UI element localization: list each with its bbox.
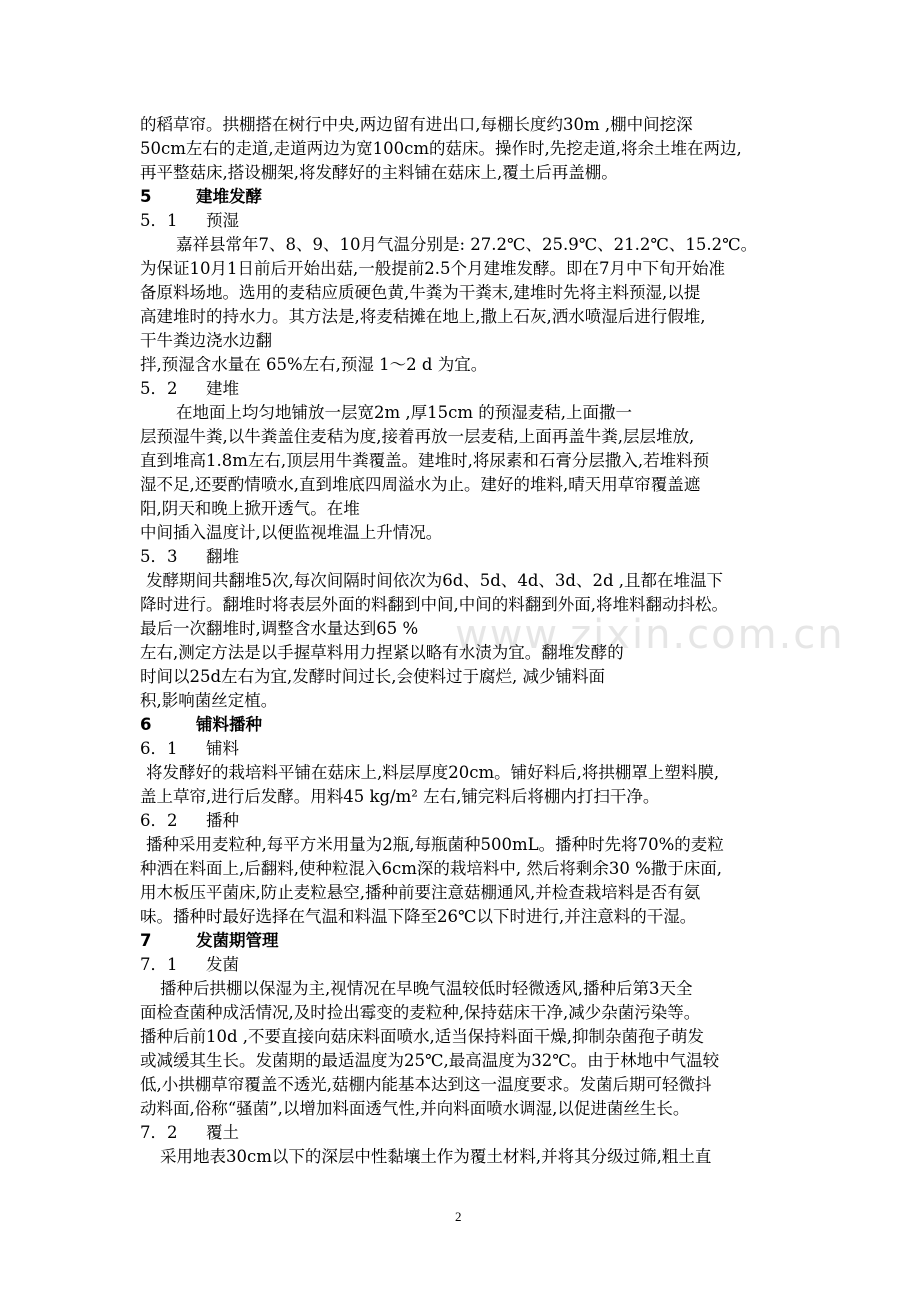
subsection-heading xyxy=(140,1122,239,1144)
paragraph-line: 用木板压平菌床,防止麦粒悬空,播种前要注意菇棚通风,并检查栽培料是否有氨 xyxy=(140,883,701,902)
section-number: 6 xyxy=(140,715,152,734)
paragraph-line: 或减缓其生长。发菌期的最适温度为25℃,最高温度为32℃。由于林地中气温较 xyxy=(140,1051,720,1070)
subsection-number: 7．2 xyxy=(140,1123,178,1142)
paragraph-line: 直到堆高1.8m左右,顶层用牛粪覆盖。建堆时,将尿素和石膏分层撒入,若堆料预 xyxy=(140,451,710,470)
subsection-title: 预湿 xyxy=(206,211,239,230)
subsection-heading xyxy=(140,210,239,232)
subsection-heading xyxy=(140,546,239,568)
paragraph-line: 高建堆时的持水力。其方法是,将麦秸摊在地上,撒上石灰,洒水喷湿后进行假堆, xyxy=(140,307,706,326)
subsection-heading xyxy=(140,954,239,976)
paragraph-line: 的稻草帘。拱棚搭在树行中央,两边留有进出口,每棚长度约30m ,棚中间挖深 xyxy=(140,115,693,134)
subsection-title: 翻堆 xyxy=(206,547,239,566)
subsection-number: 5．1 xyxy=(140,211,178,230)
subsection-number: 6．1 xyxy=(140,739,178,758)
paragraph-line: 降时进行。翻堆时将表层外面的料翻到中间,中间的料翻到外面,将堆料翻动抖松。 xyxy=(140,595,728,614)
paragraph-line: 中间插入温度计,以便监视堆温上升情况。 xyxy=(140,523,443,542)
section-number: 5 xyxy=(140,187,152,206)
paragraph-line: 播种后拱棚以保湿为主,视情况在早晚气温较低时轻微透风,播种后第3天全 xyxy=(160,979,693,998)
paragraph-line: 味。播种时最好选择在气温和料温下降至26℃以下时进行,并注意料的干湿。 xyxy=(140,907,697,926)
subsection-title: 覆土 xyxy=(206,1123,239,1142)
paragraph-line: 面检查菌种成活情况,及时捡出霉变的麦粒种,保持菇床干净,减少杂菌污染等。 xyxy=(140,1003,701,1022)
subsection-heading xyxy=(140,738,239,760)
paragraph-line: 播种采用麦粒种,每平方米用量为2瓶,每瓶菌种500mL。播种时先将70%的麦粒 xyxy=(146,835,724,854)
paragraph-line: 在地面上均匀地铺放一层宽2m ,厚15cm 的预湿麦秸,上面撒一 xyxy=(176,403,633,422)
paragraph-line: 播种后前10d ,不要直接向菇床料面喷水,适当保持料面干燥,抑制杂菌孢子萌发 xyxy=(140,1027,705,1046)
subsection-number: 5．3 xyxy=(140,547,178,566)
paragraph-line: 再平整菇床,搭设棚架,将发酵好的主料铺在菇床上,覆土后再盖棚。 xyxy=(140,163,618,182)
paragraph-line: 将发酵好的栽培料平铺在菇床上,料层厚度20cm。铺好料后,将拱棚罩上塑料膜, xyxy=(146,763,720,782)
paragraph-line: 左右,测定方法是以手握草料用力捏紧以略有水渍为宜。翻堆发酵的 xyxy=(140,643,624,662)
watermark: www.zixin.com.cn xyxy=(455,612,845,658)
paragraph-line: 时间以25d左右为宜,发酵时间过长,会使料过于腐烂, 减少铺料面 xyxy=(140,667,606,686)
subsection-number: 6．2 xyxy=(140,811,178,830)
subsection-number: 5．2 xyxy=(140,379,178,398)
subsection-title: 铺料 xyxy=(206,739,239,758)
paragraph-line: 嘉祥县常年7、8、9、10月气温分别是: 27.2℃、25.9℃、21.2℃、15.2℃。 xyxy=(176,235,758,254)
subsection-number: 7．1 xyxy=(140,955,178,974)
paragraph-line: 拌,预湿含水量在 65%左右,预湿 1～2 d 为宜。 xyxy=(140,355,488,374)
paragraph-line: 湿不足,还要酌情喷水,直到堆底四周溢水为止。建好的堆料,晴天用草帘覆盖遮 xyxy=(140,475,701,494)
subsection-heading xyxy=(140,378,239,400)
paragraph-line: 发酵期间共翻堆5次,每次间隔时间依次为6d、5d、4d、3d、2d ,且都在堆温下 xyxy=(146,571,724,590)
paragraph-line: 阳,阴天和晚上掀开透气。在堆 xyxy=(140,499,360,518)
section-heading xyxy=(140,714,262,736)
page-number: 2 xyxy=(455,1209,462,1224)
section-heading xyxy=(140,930,279,952)
paragraph-line: 最后一次翻堆时,调整含水量达到65 % xyxy=(140,619,419,638)
section-heading xyxy=(140,186,262,208)
paragraph-line: 备原料场地。选用的麦秸应质硬色黄,牛粪为干粪末,建堆时先将主料预湿,以提 xyxy=(140,283,701,302)
paragraph-line: 积,影响菌丝定植。 xyxy=(140,691,278,710)
paragraph-line: 采用地表30cm以下的深层中性黏壤土作为覆土材料,并将其分级过筛,粗土直 xyxy=(160,1147,712,1166)
paragraph-line: 干牛粪边浇水边翻 xyxy=(140,331,272,350)
subsection-title: 发菌 xyxy=(206,955,239,974)
paragraph-line: 层预湿牛粪,以牛粪盖住麦秸为度,接着再放一层麦秸,上面再盖牛粪,层层堆放, xyxy=(140,427,695,446)
paragraph-line: 种洒在料面上,后翻料,使种粒混入6cm深的栽培料中, 然后将剩余30 %撒于床面, xyxy=(140,859,723,878)
subsection-title: 播种 xyxy=(206,811,239,830)
section-number: 7 xyxy=(140,931,152,950)
subsection-title: 建堆 xyxy=(206,379,239,398)
section-title: 发菌期管理 xyxy=(196,931,279,950)
paragraph-line: 50cm左右的走道,走道两边为宽100cm的菇床。操作时,先挖走道,将余土堆在两边, xyxy=(140,139,742,158)
subsection-heading xyxy=(140,810,239,832)
paragraph-line: 为保证10月1日前后开始出菇,一般提前2.5个月建堆发酵。即在7月中下旬开始准 xyxy=(140,259,725,278)
paragraph-line: 低,小拱棚草帘覆盖不透光,菇棚内能基本达到这一温度要求。发菌后期可轻微抖 xyxy=(140,1075,712,1094)
section-title: 建堆发酵 xyxy=(196,187,262,206)
section-title: 铺料播种 xyxy=(196,715,262,734)
paragraph-line: 盖上草帘,进行后发酵。用料45 kg/m² 左右,铺完料后将棚内打扫干净。 xyxy=(140,787,660,806)
paragraph-line: 动料面,俗称“骚菌”,以增加料面透气性,并向料面喷水调湿,以促进菌丝生长。 xyxy=(140,1099,690,1118)
